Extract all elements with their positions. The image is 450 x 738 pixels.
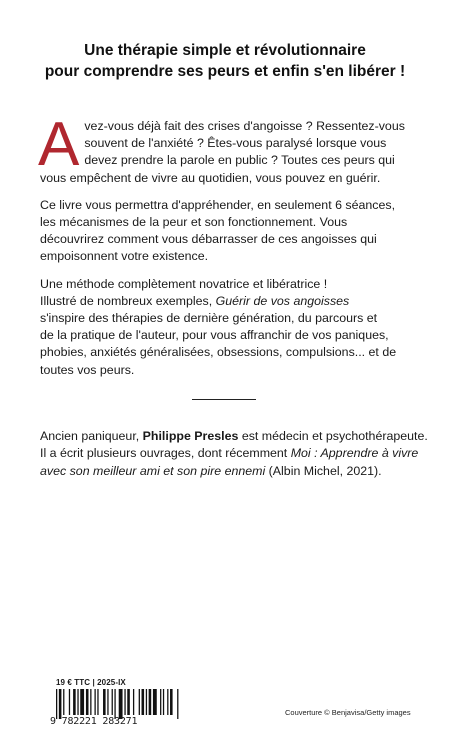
- intro-line: vous empêchent de vivre au quotidien, vous pouvez en guérir.: [40, 170, 381, 185]
- paragraph-2: [40, 197, 414, 266]
- paragraph-3: [40, 276, 414, 379]
- barcode-bar: [133, 689, 134, 715]
- para3-line: [40, 293, 414, 310]
- bio-text: Il a écrit plusieurs ouvrages, dont récemment: [40, 446, 291, 461]
- bio-line: [40, 445, 419, 462]
- barcode-bar: [63, 689, 64, 715]
- barcode-bar: [160, 689, 161, 715]
- barcode-bar: [80, 689, 84, 715]
- barcode-bar: [73, 689, 76, 715]
- book-title: Guérir de vos angoisses: [215, 293, 350, 308]
- headline-line-2: pour comprendre ses peurs et enfin s'en libérer !: [44, 63, 406, 80]
- barcode-bar: [107, 689, 108, 715]
- barcode-bar: [69, 689, 70, 715]
- price-code: 19 € TTC | 2025-IX: [56, 678, 126, 687]
- intro-line: souvent de l'anxiété ? Êtes-vous paralysé lorsque vous: [84, 136, 387, 151]
- para2-line: Ce livre vous permettra d'appréhender, en seulement 6 séances,: [40, 197, 396, 212]
- barcode-icon: [56, 689, 180, 719]
- bio-text: Ancien paniqueur,: [40, 429, 143, 443]
- para2-line: découvrirez comment vous débarrasser de ces angoisses qui: [40, 232, 377, 247]
- para2-line: empoisonnent votre existence.: [40, 249, 209, 264]
- isbn-number: 9 782221 283271: [50, 716, 138, 727]
- intro-paragraph: [38, 110, 414, 187]
- headline-line-1: Une thérapie simple et révolutionnaire: [84, 42, 366, 59]
- blurb: [38, 110, 414, 379]
- barcode-bar: [112, 689, 113, 715]
- intro-line: devez prendre la parole en public ? Toutes ces peurs qui: [84, 153, 395, 168]
- para3-line: toutes vos peurs.: [40, 362, 135, 377]
- barcode-bar: [127, 689, 130, 715]
- barcode-bar: [77, 689, 78, 715]
- separator-rule: [192, 399, 256, 400]
- cover-credit: Couverture © Benjavisa/Getty images: [285, 708, 411, 717]
- barcode-bar: [149, 689, 152, 715]
- author-name: Philippe Presles: [142, 429, 239, 443]
- drop-cap: A: [38, 110, 80, 179]
- para2-line: les mécanismes de la peur et son fonctionnement. Vous: [40, 215, 348, 230]
- barcode-bar: [86, 689, 89, 715]
- barcode-bar: [56, 689, 57, 719]
- intro-line: vez-vous déjà fait des crises d'angoisse ? Ressentez-vous: [84, 119, 405, 133]
- barcode-bar: [97, 689, 98, 715]
- barcode-bar: [153, 689, 157, 715]
- barcode-bar: [177, 689, 178, 719]
- barcode-bar: [142, 689, 145, 715]
- barcode-bar: [114, 689, 115, 719]
- barcode-bar: [119, 689, 123, 719]
- para3-line: Une méthode complètement novatrice et libératrice !: [40, 276, 328, 291]
- bio-line: [40, 428, 428, 445]
- barcode-bar: [94, 689, 95, 715]
- barcode-bar: [146, 689, 147, 715]
- other-book-title: Moi : Apprendre à vivre: [290, 446, 419, 461]
- barcode-bar: [90, 689, 91, 715]
- barcode-bar: [170, 689, 173, 715]
- barcode-bar: [167, 689, 168, 715]
- para3-line: phobies, anxiétés généralisées, obsessions, compulsions... et de: [40, 345, 397, 360]
- barcode-bar: [59, 689, 62, 719]
- other-book-title-cont: avec son meilleur ami et son pire ennemi: [40, 463, 266, 478]
- headline: [20, 40, 430, 82]
- bio-text: (Albin Michel, 2021).: [265, 463, 382, 478]
- barcode-bar: [139, 689, 140, 715]
- bio-text: est médecin et psychothérapeute.: [238, 429, 428, 443]
- author-bio: [40, 428, 428, 480]
- barcode-bar: [103, 689, 106, 715]
- para3-line: de la pratique de l'auteur, pour vous affranchir de vos paniques,: [40, 328, 389, 343]
- barcode-bar: [124, 689, 125, 715]
- para3-line2-prefix: Illustré de nombreux exemples,: [40, 293, 216, 308]
- para3-line: s'inspire des thérapies de dernière génération, du parcours et: [40, 311, 378, 326]
- barcode-bar: [163, 689, 164, 715]
- bio-line: [40, 463, 414, 480]
